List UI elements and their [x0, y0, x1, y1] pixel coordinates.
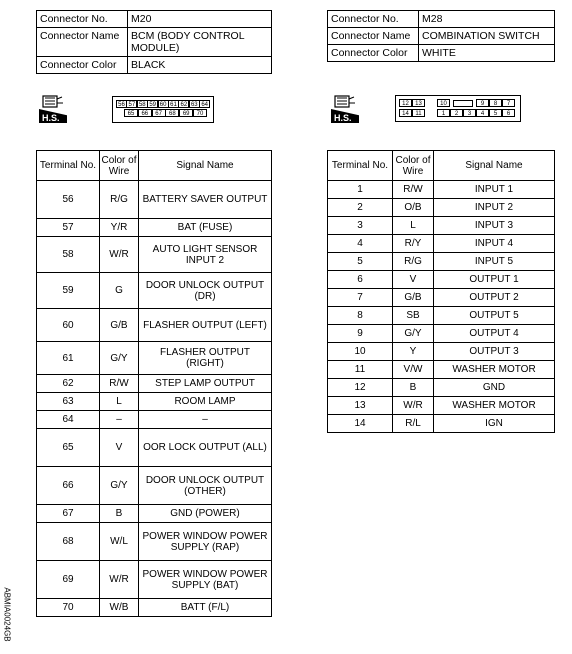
signal-name-cell: BATTERY SAVER OUTPUT — [139, 181, 272, 219]
connector-face-m28 — [395, 95, 521, 122]
signal-name-cell: IGN — [434, 415, 555, 433]
table-row — [37, 505, 272, 523]
table-row — [328, 199, 555, 217]
terminal-table-m20 — [36, 150, 272, 617]
wire-color-cell: Y — [393, 343, 434, 361]
signal-name-cell: POWER WINDOW POWER SUPPLY (BAT) — [139, 561, 272, 599]
terminal-no-cell: 58 — [37, 237, 100, 273]
terminal-no-header: Terminal No. — [37, 151, 100, 181]
signal-name-cell: OUTPUT 5 — [434, 307, 555, 325]
terminal-no-cell: 56 — [37, 181, 100, 219]
wire-color-cell: W/R — [100, 237, 139, 273]
pin-cell: 3 — [463, 109, 476, 117]
signal-name-cell: FLASHER OUTPUT (LEFT) — [139, 309, 272, 342]
connector-plug-icon — [333, 95, 357, 109]
signal-name-cell: ROOM LAMP — [139, 393, 272, 411]
pin-cell: 59 — [147, 100, 158, 108]
terminal-no-cell: 64 — [37, 411, 100, 429]
connector-name-label: Connector Name — [37, 28, 128, 57]
table-row — [328, 361, 555, 379]
terminal-no-cell: 12 — [328, 379, 393, 397]
terminal-table-m28 — [327, 150, 555, 433]
connector-name-value: COMBINATION SWITCH — [419, 28, 555, 45]
table-row — [328, 343, 555, 361]
connector-plug-icon — [41, 95, 65, 109]
table-row — [328, 217, 555, 235]
connector-info-m28 — [327, 10, 555, 62]
wire-color-cell: – — [100, 411, 139, 429]
table-row — [328, 397, 555, 415]
connector-no-label: Connector No. — [37, 11, 128, 28]
wire-color-cell: L — [100, 393, 139, 411]
wire-color-cell: W/R — [100, 561, 139, 599]
table-row — [37, 599, 272, 617]
pin-cell: 4 — [476, 109, 489, 117]
signal-name-cell: FLASHER OUTPUT (RIGHT) — [139, 342, 272, 375]
terminal-no-cell: 61 — [37, 342, 100, 375]
pin-cell: 1 — [437, 109, 450, 117]
signal-name-cell: POWER WINDOW POWER SUPPLY (RAP) — [139, 523, 272, 561]
table-row — [37, 342, 272, 375]
signal-name-cell: OUTPUT 1 — [434, 271, 555, 289]
pin-cell: 7 — [502, 99, 515, 107]
figure-code-text: ABMIA0024GB — [2, 587, 12, 642]
wire-color-cell: R/W — [100, 375, 139, 393]
signal-name-cell: – — [139, 411, 272, 429]
signal-name-cell: OOR LOCK OUTPUT (ALL) — [139, 429, 272, 467]
pin-cell: 5 — [489, 109, 502, 117]
table-row — [328, 253, 555, 271]
terminal-no-cell: 2 — [328, 199, 393, 217]
pin-cell: 12 — [399, 99, 412, 107]
wire-color-cell: SB — [393, 307, 434, 325]
signal-name-cell: GND — [434, 379, 555, 397]
pin-cell: 6 — [502, 109, 515, 117]
connector-no-value: M28 — [419, 11, 555, 28]
table-row — [37, 181, 272, 219]
signal-name-cell: WASHER MOTOR — [434, 397, 555, 415]
terminal-no-cell: 70 — [37, 599, 100, 617]
table-row — [37, 523, 272, 561]
pin-cell: 68 — [165, 109, 179, 117]
table-row — [328, 307, 555, 325]
wire-color-cell: V — [393, 271, 434, 289]
table-row — [328, 379, 555, 397]
figure-code — [2, 587, 12, 642]
connector-color-label: Connector Color — [37, 57, 128, 74]
connector-face-m20 — [112, 96, 214, 123]
terminal-no-cell: 59 — [37, 273, 100, 309]
terminal-no-cell: 10 — [328, 343, 393, 361]
terminal-no-cell: 14 — [328, 415, 393, 433]
table-row — [37, 561, 272, 599]
pin-cell: 9 — [476, 99, 489, 107]
wire-color-cell: W/B — [100, 599, 139, 617]
signal-name-cell: OUTPUT 4 — [434, 325, 555, 343]
table-row — [37, 467, 272, 505]
table-row — [328, 415, 555, 433]
wire-color-cell: Y/R — [100, 219, 139, 237]
wire-color-cell: R/G — [100, 181, 139, 219]
pin-cell: 10 — [437, 99, 450, 107]
terminal-no-cell: 63 — [37, 393, 100, 411]
pin-cell: 60 — [158, 100, 169, 108]
pin-cell: 69 — [179, 109, 193, 117]
wire-color-cell: V — [100, 429, 139, 467]
table-row — [37, 219, 272, 237]
wire-color-header: Color of Wire — [100, 151, 139, 181]
pin-cell: 11 — [412, 109, 425, 117]
signal-name-cell: OUTPUT 3 — [434, 343, 555, 361]
wire-color-cell: G/Y — [100, 467, 139, 505]
terminal-no-cell: 5 — [328, 253, 393, 271]
terminal-no-cell: 67 — [37, 505, 100, 523]
connector-no-value: M20 — [128, 11, 272, 28]
terminal-no-cell: 68 — [37, 523, 100, 561]
table-row — [37, 309, 272, 342]
harness-side-label: H.S. — [42, 113, 60, 123]
signal-name-cell: INPUT 1 — [434, 181, 555, 199]
terminal-no-cell: 60 — [37, 309, 100, 342]
connector-name-label: Connector Name — [328, 28, 419, 45]
signal-name-header: Signal Name — [139, 151, 272, 181]
terminal-no-cell: 6 — [328, 271, 393, 289]
table-row — [37, 429, 272, 467]
connector-key — [453, 100, 473, 107]
table-row — [37, 393, 272, 411]
terminal-no-cell: 9 — [328, 325, 393, 343]
terminal-no-cell: 69 — [37, 561, 100, 599]
pin-cell: 64 — [199, 100, 210, 108]
harness-side-label: H.S. — [334, 113, 352, 123]
wire-color-cell: B — [100, 505, 139, 523]
pin-cell: 56 — [116, 100, 127, 108]
pin-cell: 62 — [178, 100, 189, 108]
connector-color-label: Connector Color — [328, 45, 419, 62]
terminal-no-cell: 7 — [328, 289, 393, 307]
signal-name-cell: DOOR UNLOCK OUTPUT (OTHER) — [139, 467, 272, 505]
harness-side-icon — [331, 95, 359, 123]
wire-color-cell: G/Y — [100, 342, 139, 375]
signal-name-header: Signal Name — [434, 151, 555, 181]
wire-color-cell: R/G — [393, 253, 434, 271]
terminal-no-cell: 65 — [37, 429, 100, 467]
table-row — [37, 237, 272, 273]
signal-name-cell: DOOR UNLOCK OUTPUT (DR) — [139, 273, 272, 309]
terminal-no-cell: 1 — [328, 181, 393, 199]
table-row — [37, 375, 272, 393]
pin-cell: 14 — [399, 109, 412, 117]
pin-cell: 58 — [137, 100, 148, 108]
terminal-no-cell: 8 — [328, 307, 393, 325]
wire-color-cell: V/W — [393, 361, 434, 379]
signal-name-cell: STEP LAMP OUTPUT — [139, 375, 272, 393]
wire-color-cell: G/B — [100, 309, 139, 342]
table-row — [37, 273, 272, 309]
terminal-no-cell: 66 — [37, 467, 100, 505]
signal-name-cell: INPUT 3 — [434, 217, 555, 235]
terminal-no-cell: 3 — [328, 217, 393, 235]
wire-color-cell: L — [393, 217, 434, 235]
wire-color-header: Color of Wire — [393, 151, 434, 181]
pin-cell: 2 — [450, 109, 463, 117]
signal-name-cell: BATT (F/L) — [139, 599, 272, 617]
wire-color-cell: B — [393, 379, 434, 397]
table-row — [328, 271, 555, 289]
connector-no-label: Connector No. — [328, 11, 419, 28]
signal-name-cell: AUTO LIGHT SENSOR INPUT 2 — [139, 237, 272, 273]
table-row — [328, 325, 555, 343]
table-row — [328, 235, 555, 253]
wire-color-cell: G/B — [393, 289, 434, 307]
pin-cell: 63 — [189, 100, 200, 108]
pin-cell: 65 — [124, 109, 138, 117]
pin-cell: 66 — [138, 109, 152, 117]
table-row — [328, 181, 555, 199]
signal-name-cell: INPUT 4 — [434, 235, 555, 253]
wire-color-cell: O/B — [393, 199, 434, 217]
signal-name-cell: INPUT 5 — [434, 253, 555, 271]
wire-color-cell: G — [100, 273, 139, 309]
signal-name-cell: INPUT 2 — [434, 199, 555, 217]
connector-info-m20 — [36, 10, 272, 74]
signal-name-cell: OUTPUT 2 — [434, 289, 555, 307]
terminal-no-header: Terminal No. — [328, 151, 393, 181]
table-row — [37, 411, 272, 429]
terminal-no-cell: 11 — [328, 361, 393, 379]
wire-color-cell: R/Y — [393, 235, 434, 253]
connector-color-value: BLACK — [128, 57, 272, 74]
pin-cell: 57 — [126, 100, 137, 108]
terminal-no-cell: 57 — [37, 219, 100, 237]
pin-cell: 13 — [412, 99, 425, 107]
pin-cell: 70 — [193, 109, 207, 117]
signal-name-cell: BAT (FUSE) — [139, 219, 272, 237]
signal-name-cell: WASHER MOTOR — [434, 361, 555, 379]
wire-color-cell: R/L — [393, 415, 434, 433]
connector-name-value: BCM (BODY CONTROL MODULE) — [128, 28, 272, 57]
harness-side-icon — [39, 95, 67, 123]
connector-color-value: WHITE — [419, 45, 555, 62]
wire-color-cell: W/R — [393, 397, 434, 415]
signal-name-cell: GND (POWER) — [139, 505, 272, 523]
wire-color-cell: R/W — [393, 181, 434, 199]
pin-cell: 67 — [152, 109, 166, 117]
pin-cell: 8 — [489, 99, 502, 107]
terminal-no-cell: 62 — [37, 375, 100, 393]
terminal-no-cell: 13 — [328, 397, 393, 415]
wire-color-cell: G/Y — [393, 325, 434, 343]
wire-color-cell: W/L — [100, 523, 139, 561]
pin-cell: 61 — [168, 100, 179, 108]
table-row — [328, 289, 555, 307]
terminal-no-cell: 4 — [328, 235, 393, 253]
